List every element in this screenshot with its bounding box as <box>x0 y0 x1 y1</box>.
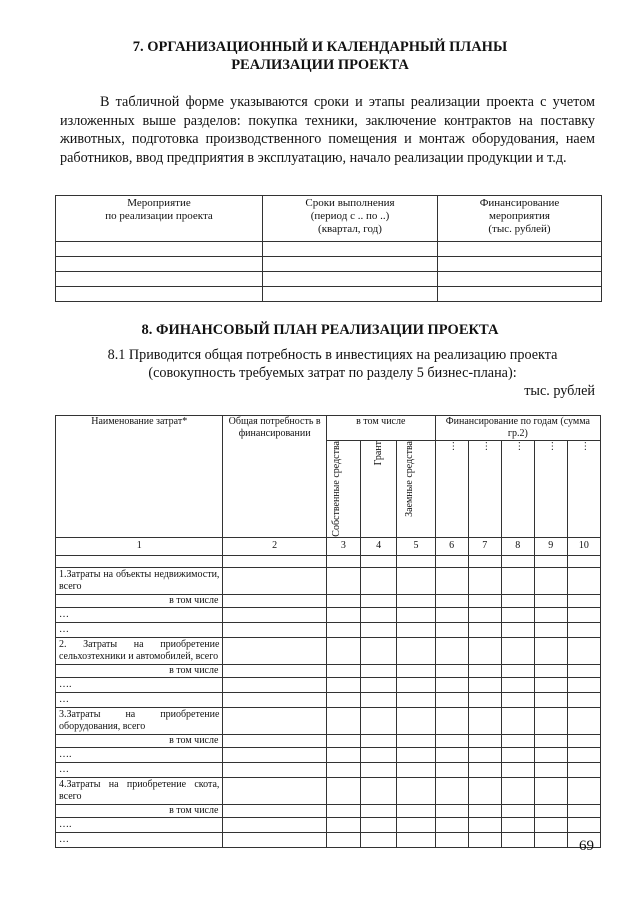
section8-heading: 8. ФИНАНСОВЫЙ ПЛАН РЕАЛИЗАЦИИ ПРОЕКТА <box>141 322 499 338</box>
section7-paragraph: В табличной форме указываются сроки и этапы реализации проекта с учетом изложенных выше разделов: покупка техники, заключение контрактов на поставку животных, подготовка производственного помещения и монтаж оборудования, наем работников, ввод предприятия в эксплуатацию, начало реализации продукции и т.д. <box>60 94 595 166</box>
table-row: 4.Затраты на приобретение скота, всего <box>56 777 601 804</box>
schedule-table <box>55 195 602 302</box>
table-row: в том числе <box>56 664 601 677</box>
table-row: … <box>56 607 601 622</box>
h-own: Собственные средства <box>331 441 343 537</box>
table-row: …. <box>56 747 601 762</box>
table-row <box>56 287 602 302</box>
h-grant: Грант <box>373 441 385 466</box>
table-row: …. <box>56 817 601 832</box>
table-row <box>56 272 602 287</box>
table-row: в том числе <box>56 594 601 607</box>
h-name: Наименование затрат* <box>56 416 223 538</box>
table-row: 2. Затраты на приобретение сельхозтехники и автомобилей, всего <box>56 637 601 664</box>
table-row: … <box>56 832 601 847</box>
col-financing: Финансирование мероприятия (тыс. рублей) <box>438 196 602 242</box>
investment-table: Наименование затрат* Общая потребность в финансировании в том числе Финансирование по годам (сумма гр.2) Собственные средства Грант Заемные средства … … … … … 1 2 3 4 5 6 7 8 9 10 1.Затраты на объекты недвижимости, всего в том числе … … 2. Затраты на приобретение сельхозтехники и автомобилей, всего в том числе …. … 3.Затраты на приобретение оборудования, всего в том числе …. … 4.Затраты на приобретение скота, всего в том числе …. … <box>55 415 601 848</box>
unit-label: тыс. рублей <box>524 383 595 399</box>
col-activity: Мероприятие по реализации проекта <box>56 196 263 242</box>
table-row: 3.Затраты на приобретение оборудования, всего <box>56 707 601 734</box>
table-row: в том числе <box>56 734 601 747</box>
h-fin: Финансирование по годам (сумма гр.2) <box>435 416 600 441</box>
page-number: 69 <box>579 838 594 854</box>
col-period: Сроки выполнения (период с .. по ..) (квартал, год) <box>263 196 438 242</box>
table-row: … <box>56 762 601 777</box>
h-total: Общая потребность в финансировании <box>223 416 326 538</box>
h-incl: в том числе <box>326 416 435 441</box>
table-row: … <box>56 622 601 637</box>
table-row: …. <box>56 677 601 692</box>
table-row <box>56 242 602 257</box>
section8-subheading: 8.1 Приводится общая потребность в инвестициях на реализацию проекта (совокупность требуемых затрат по разделу 5 бизнес-плана): <box>107 347 558 381</box>
section7-heading: 7. ОРГАНИЗАЦИОННЫЙ И КАЛЕНДАРНЫЙ ПЛАНЫ РЕАЛИЗАЦИИ ПРОЕКТА <box>132 39 508 73</box>
table-row <box>56 257 602 272</box>
table-row: … <box>56 692 601 707</box>
table-row: в том числе <box>56 804 601 817</box>
column-numbers: 1 2 3 4 5 6 7 8 9 10 <box>56 537 601 555</box>
h-loan: Заемные средства <box>403 441 415 517</box>
table-row: 1.Затраты на объекты недвижимости, всего <box>56 567 601 594</box>
